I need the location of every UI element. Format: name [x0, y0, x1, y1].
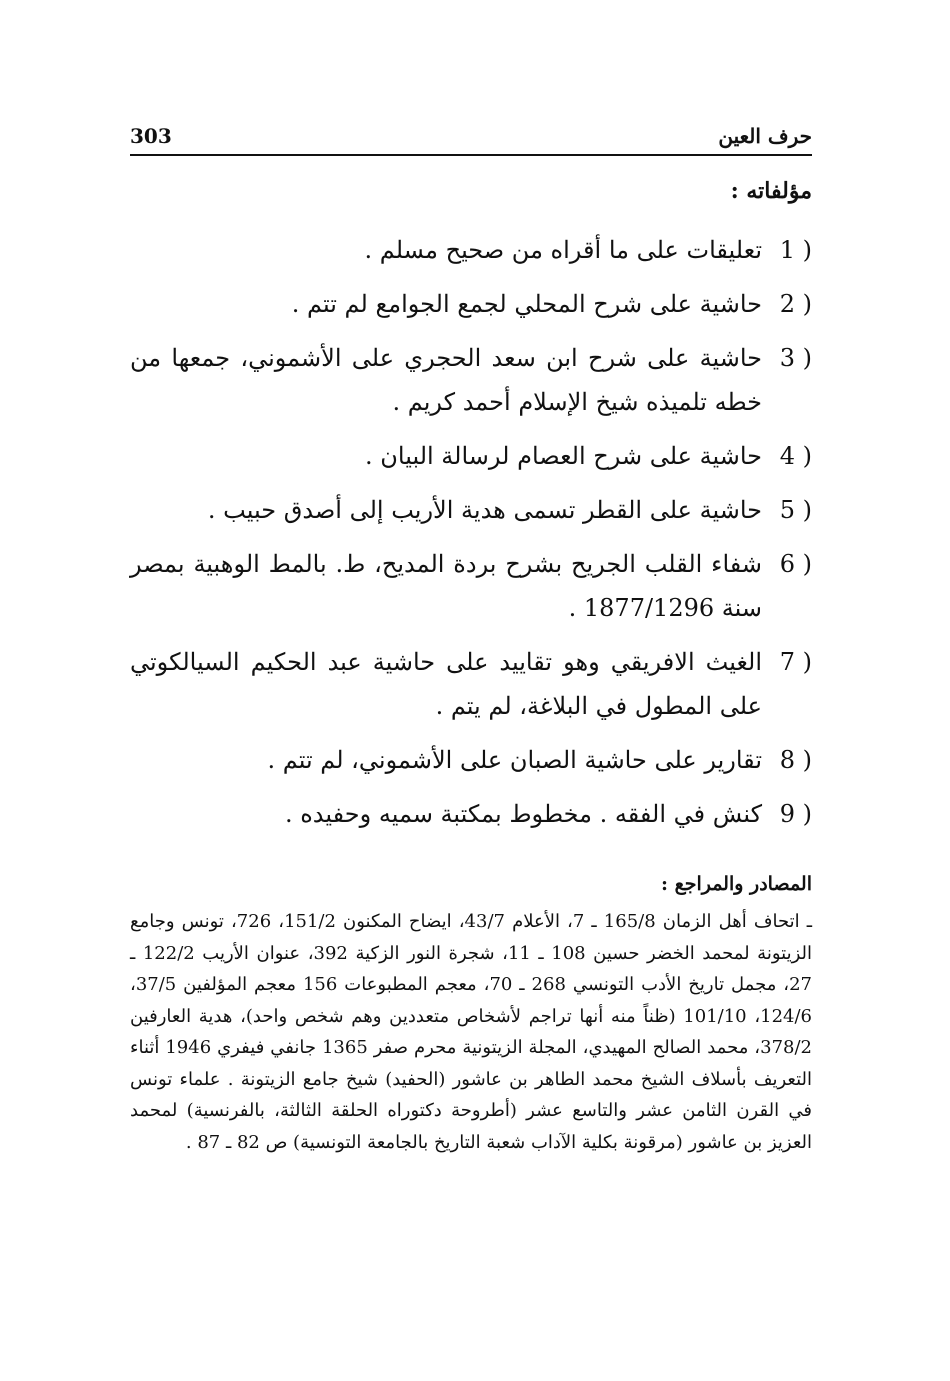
work-text: حاشية على شرح المحلي لجمع الجوامع لم تتم .: [291, 290, 762, 318]
page-header: [130, 122, 812, 156]
work-number: 6 ): [779, 550, 812, 578]
page-number: 303: [130, 124, 172, 148]
work-text: كنش في الفقه . مخطوط بمكتبة سميه وحفيده .: [284, 800, 762, 828]
sources-text: ـ اتحاف أهل الزمان 165/8 ـ 7، الأعلام 43/7، ايضاح المكنون 151/2، 726، تونس وجامع الزيتونة لمحمد الخضر حسين 108 ـ 11، شجرة النور الزكية 392، عنوان الأريب 122/2 ـ 27، مجمل تاريخ الأدب التونسي 268 ـ 70، معجم المطبوعات 156 معجم المؤلفين 37/5، 124/6، 101/10 (ظناً منه أنها تراجم لأشخاص متعددين وهم شخص واحد)، هدية العارفين 378/2، محمد الصالح المهيدي، المجلة الزيتونية محرم صفر 1365 جانفي فيفري 1946 أثناء التعريف بأسلاف الشيخ محمد الطاهر بن عاشور (الحفيد) شيخ جامع الزيتونة . علماء تونس في القرن الثامن عشر والتاسع عشر (أطروحة دكتوراه الحلقة الثالثة، بالفرنسية) لمحمد العزيز بن عاشور (مرقونة بكلية الآداب شعبة التاريخ بالجامعة التونسية) ص 82 ـ 87 .: [130, 911, 813, 1153]
work-number: 1 ): [779, 236, 812, 264]
work-item-7: [130, 640, 812, 728]
work-text: شفاء القلب الجريح بشرح بردة المديح، ط. بالمط الوهبية بمصر سنة 1877/1296 .: [130, 550, 762, 622]
work-number: 4 ): [779, 442, 812, 470]
work-item-4: [130, 434, 812, 478]
sources-heading: المصادر والمراجع :: [660, 873, 812, 895]
work-item-3: [130, 336, 812, 424]
sources-section: [130, 866, 812, 1158]
works-heading: مؤلفاته :: [730, 178, 812, 204]
works-list: [130, 228, 812, 846]
work-text: الغيث الافريقي وهو تقاييد على حاشية عبد الحكيم السيالكوتي على المطول في البلاغة، لم يتم .: [130, 648, 762, 720]
work-text: حاشية على القطر تسمى هدية الأريب إلى أصدق حبيب .: [207, 496, 762, 524]
work-text: حاشية على شرح العصام لرسالة البيان .: [365, 442, 762, 470]
work-number: 5 ): [779, 496, 812, 524]
work-item-6: [130, 542, 812, 630]
work-number: 2 ): [779, 290, 812, 318]
work-number: 7 ): [779, 648, 812, 676]
running-title: حرف العين: [718, 124, 812, 148]
work-item-1: [130, 228, 812, 272]
work-item-2: [130, 282, 812, 326]
work-number: 3 ): [779, 344, 812, 372]
work-text: تقارير على حاشية الصبان على الأشموني، لم تتم .: [267, 746, 762, 774]
work-item-9: [130, 792, 812, 836]
work-text: حاشية على شرح ابن سعد الحجري على الأشموني، جمعها من خطه تلميذه شيخ الإسلام أحمد كريم .: [130, 344, 762, 416]
work-number: 9 ): [779, 800, 812, 828]
work-text: تعليقات على ما أقراه من صحيح مسلم .: [364, 236, 762, 264]
work-item-8: [130, 738, 812, 782]
work-item-5: [130, 488, 812, 532]
work-number: 8 ): [779, 746, 812, 774]
